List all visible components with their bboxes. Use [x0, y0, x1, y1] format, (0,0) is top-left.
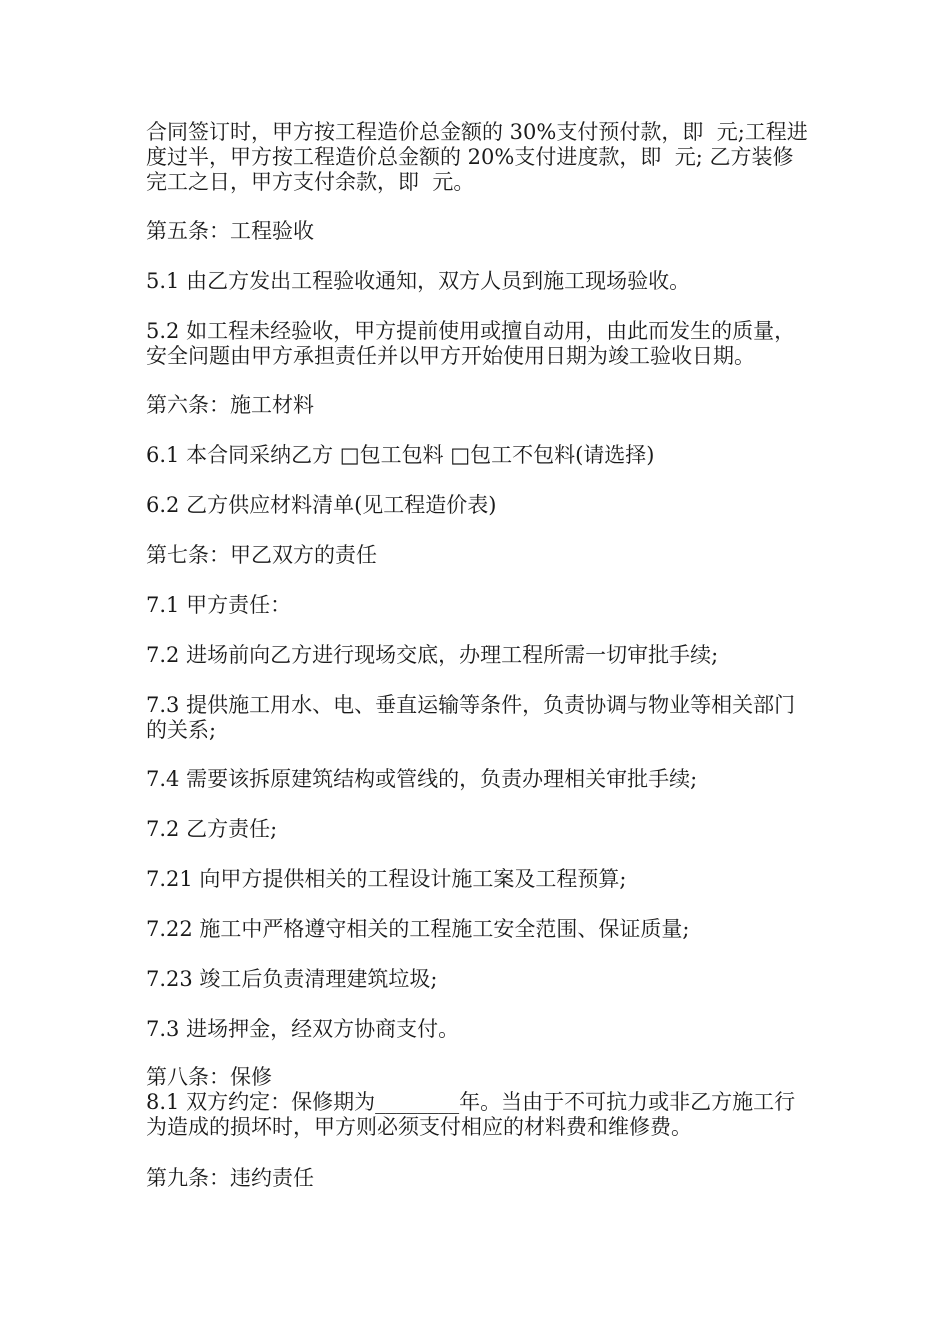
clause-5-1: 5.1 由乙方发出工程验收通知，双方人员到施工现场验收。: [146, 269, 691, 293]
clause-7-23: 7.23 竣工后负责清理建筑垃圾;: [146, 967, 438, 991]
clause-5-2: 5.2 如工程未经验收，甲方提前使用或擅自动用，由此而发生的质量，安全问题由甲方承担责任并以甲方开始使用日期为竣工验收日期。: [146, 319, 796, 368]
clause-7-21: 7.21 向甲方提供相关的工程设计施工案及工程预算;: [146, 867, 627, 891]
clause-7-3-a: 7.3 提供施工用水、电、垂直运输等条件，负责协调与物业等相关部门的关系;: [146, 693, 796, 742]
section-6-heading: 第六条：施工材料: [146, 393, 314, 417]
payment-terms-paragraph: 合同签订时，甲方按工程造价总金额的 30%支付预付款，即 元;工程进度过半，甲方按工程造价总金额的 20%支付进度款，即 元; 乙方装修完工之日，甲方支付余款，即 元。: [146, 120, 808, 194]
section-5-heading: 第五条：工程验收: [146, 219, 314, 243]
document-page: [146, 120, 812, 1191]
section-9-heading: 第九条：违约责任: [146, 1166, 314, 1190]
clause-7-2-b: 7.2 乙方责任;: [146, 817, 278, 841]
clause-7-1: 7.1 甲方责任：: [146, 593, 292, 617]
section-7-heading: 第七条：甲乙双方的责任: [146, 543, 377, 567]
clause-7-4: 7.4 需要该拆原建筑结构或管线的，负责办理相关审批手续;: [146, 767, 698, 791]
clause-6-1: 6.1 本合同采纳乙方 □包工包料 □包工不包料(请选择): [146, 443, 655, 467]
clause-7-22: 7.22 施工中严格遵守相关的工程施工安全范围、保证质量;: [146, 917, 690, 941]
section-8-heading: 第八条：保修: [146, 1065, 272, 1089]
clause-6-2: 6.2 乙方供应材料清单(见工程造价表): [146, 493, 497, 517]
clause-8-1: 8.1 双方约定：保修期为________年。当由于不可抗力或非乙方施工行为造成的损坏时，甲方则必须支付相应的材料费和维修费。: [146, 1090, 796, 1139]
clause-7-3-b: 7.3 进场押金，经双方协商支付。: [146, 1017, 460, 1041]
clause-7-2-a: 7.2 进场前向乙方进行现场交底，办理工程所需一切审批手续;: [146, 643, 719, 667]
